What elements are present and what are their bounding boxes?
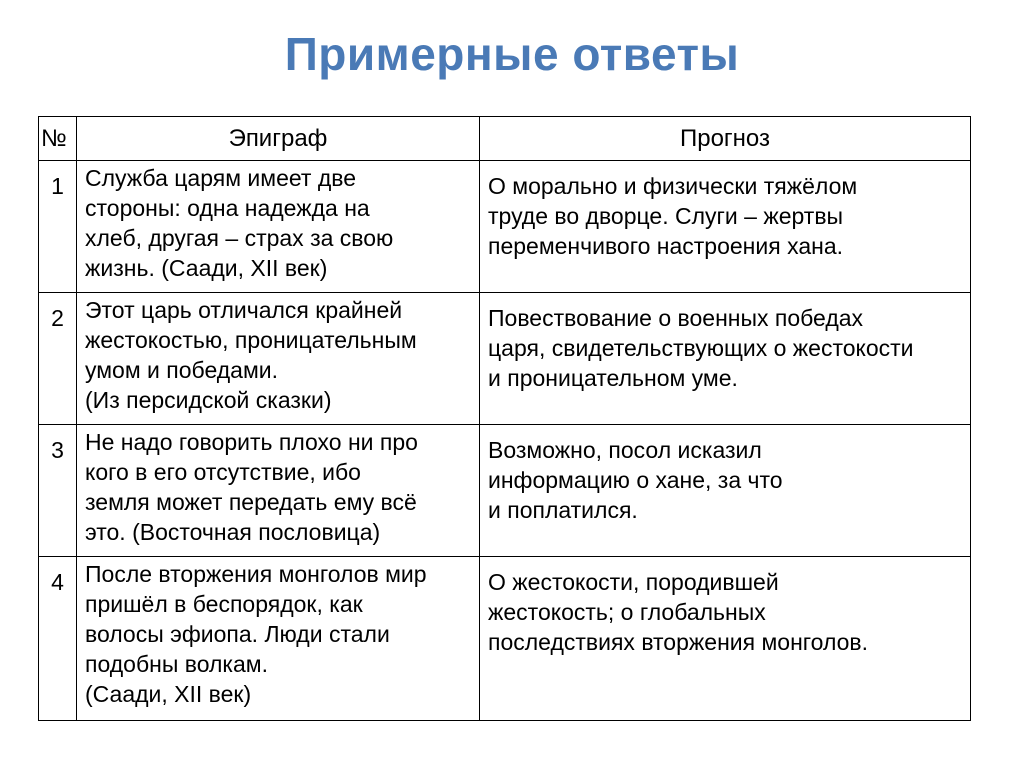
epigraph-line: (Из персидской сказки) bbox=[85, 387, 332, 413]
epigraph-line: умом и победами. bbox=[85, 357, 278, 383]
epigraph-line: Не надо говорить плохо ни про bbox=[85, 429, 418, 455]
row-number: 2 bbox=[39, 293, 77, 425]
table-row bbox=[39, 161, 971, 293]
forecast-line: последствиях вторжения монголов. bbox=[488, 629, 869, 655]
epigraph-line: Этот царь отличался крайней bbox=[85, 297, 403, 323]
row-number: 3 bbox=[39, 425, 77, 557]
epigraph-line: хлеб, другая – страх за свою bbox=[85, 225, 394, 251]
header-forecast: Прогноз bbox=[480, 117, 971, 161]
header-epigraph: Эпиграф bbox=[77, 117, 480, 161]
epigraph-cell bbox=[77, 161, 480, 293]
forecast-cell bbox=[480, 161, 971, 293]
epigraph-line: волосы эфиопа. Люди стали bbox=[85, 621, 390, 647]
table-row bbox=[39, 557, 971, 721]
forecast-line: О морально и физически тяжёлом bbox=[488, 173, 858, 199]
forecast-line: О жестокости, породившей bbox=[488, 569, 779, 595]
forecast-line: царя, свидетельствующих о жестокости bbox=[488, 335, 914, 361]
forecast-cell bbox=[480, 557, 971, 721]
table-row bbox=[39, 425, 971, 557]
epigraph-line: земля может передать ему всё bbox=[85, 489, 417, 515]
forecast-cell bbox=[480, 425, 971, 557]
forecast-line: переменчивого настроения хана. bbox=[488, 233, 843, 259]
row-number: 4 bbox=[39, 557, 77, 721]
answers-table bbox=[38, 116, 971, 721]
epigraph-line: стороны: одна надежда на bbox=[85, 195, 370, 221]
epigraph-line: это. (Восточная пословица) bbox=[85, 519, 381, 545]
table-row bbox=[39, 293, 971, 425]
epigraph-line: жестокостью, проницательным bbox=[85, 327, 417, 353]
epigraph-line: пришёл в беспорядок, как bbox=[85, 591, 363, 617]
page-title: Примерные ответы bbox=[284, 28, 740, 80]
epigraph-cell bbox=[77, 557, 480, 721]
epigraph-cell bbox=[77, 293, 480, 425]
forecast-line: Повествование о военных победах bbox=[488, 305, 864, 331]
forecast-cell bbox=[480, 293, 971, 425]
row-number: 1 bbox=[39, 161, 77, 293]
epigraph-line: Служба царям имеет две bbox=[85, 165, 356, 191]
header-number: № bbox=[39, 117, 77, 161]
epigraph-line: (Саади, XII век) bbox=[85, 681, 252, 707]
epigraph-cell bbox=[77, 425, 480, 557]
forecast-line: и проницательном уме. bbox=[488, 365, 738, 391]
epigraph-line: кого в его отсутствие, ибо bbox=[85, 459, 361, 485]
forecast-line: жестокость; о глобальных bbox=[488, 599, 766, 625]
forecast-line: труде во дворце. Слуги – жертвы bbox=[488, 203, 844, 229]
forecast-line: информацию о хане, за что bbox=[488, 467, 783, 493]
epigraph-line: После вторжения монголов мир bbox=[85, 561, 427, 587]
table-header-row bbox=[39, 117, 971, 161]
forecast-line: и поплатился. bbox=[488, 497, 638, 523]
forecast-line: Возможно, посол исказил bbox=[488, 437, 762, 463]
epigraph-line: жизнь. (Саади, XII век) bbox=[85, 255, 328, 281]
epigraph-line: подобны волкам. bbox=[85, 651, 268, 677]
